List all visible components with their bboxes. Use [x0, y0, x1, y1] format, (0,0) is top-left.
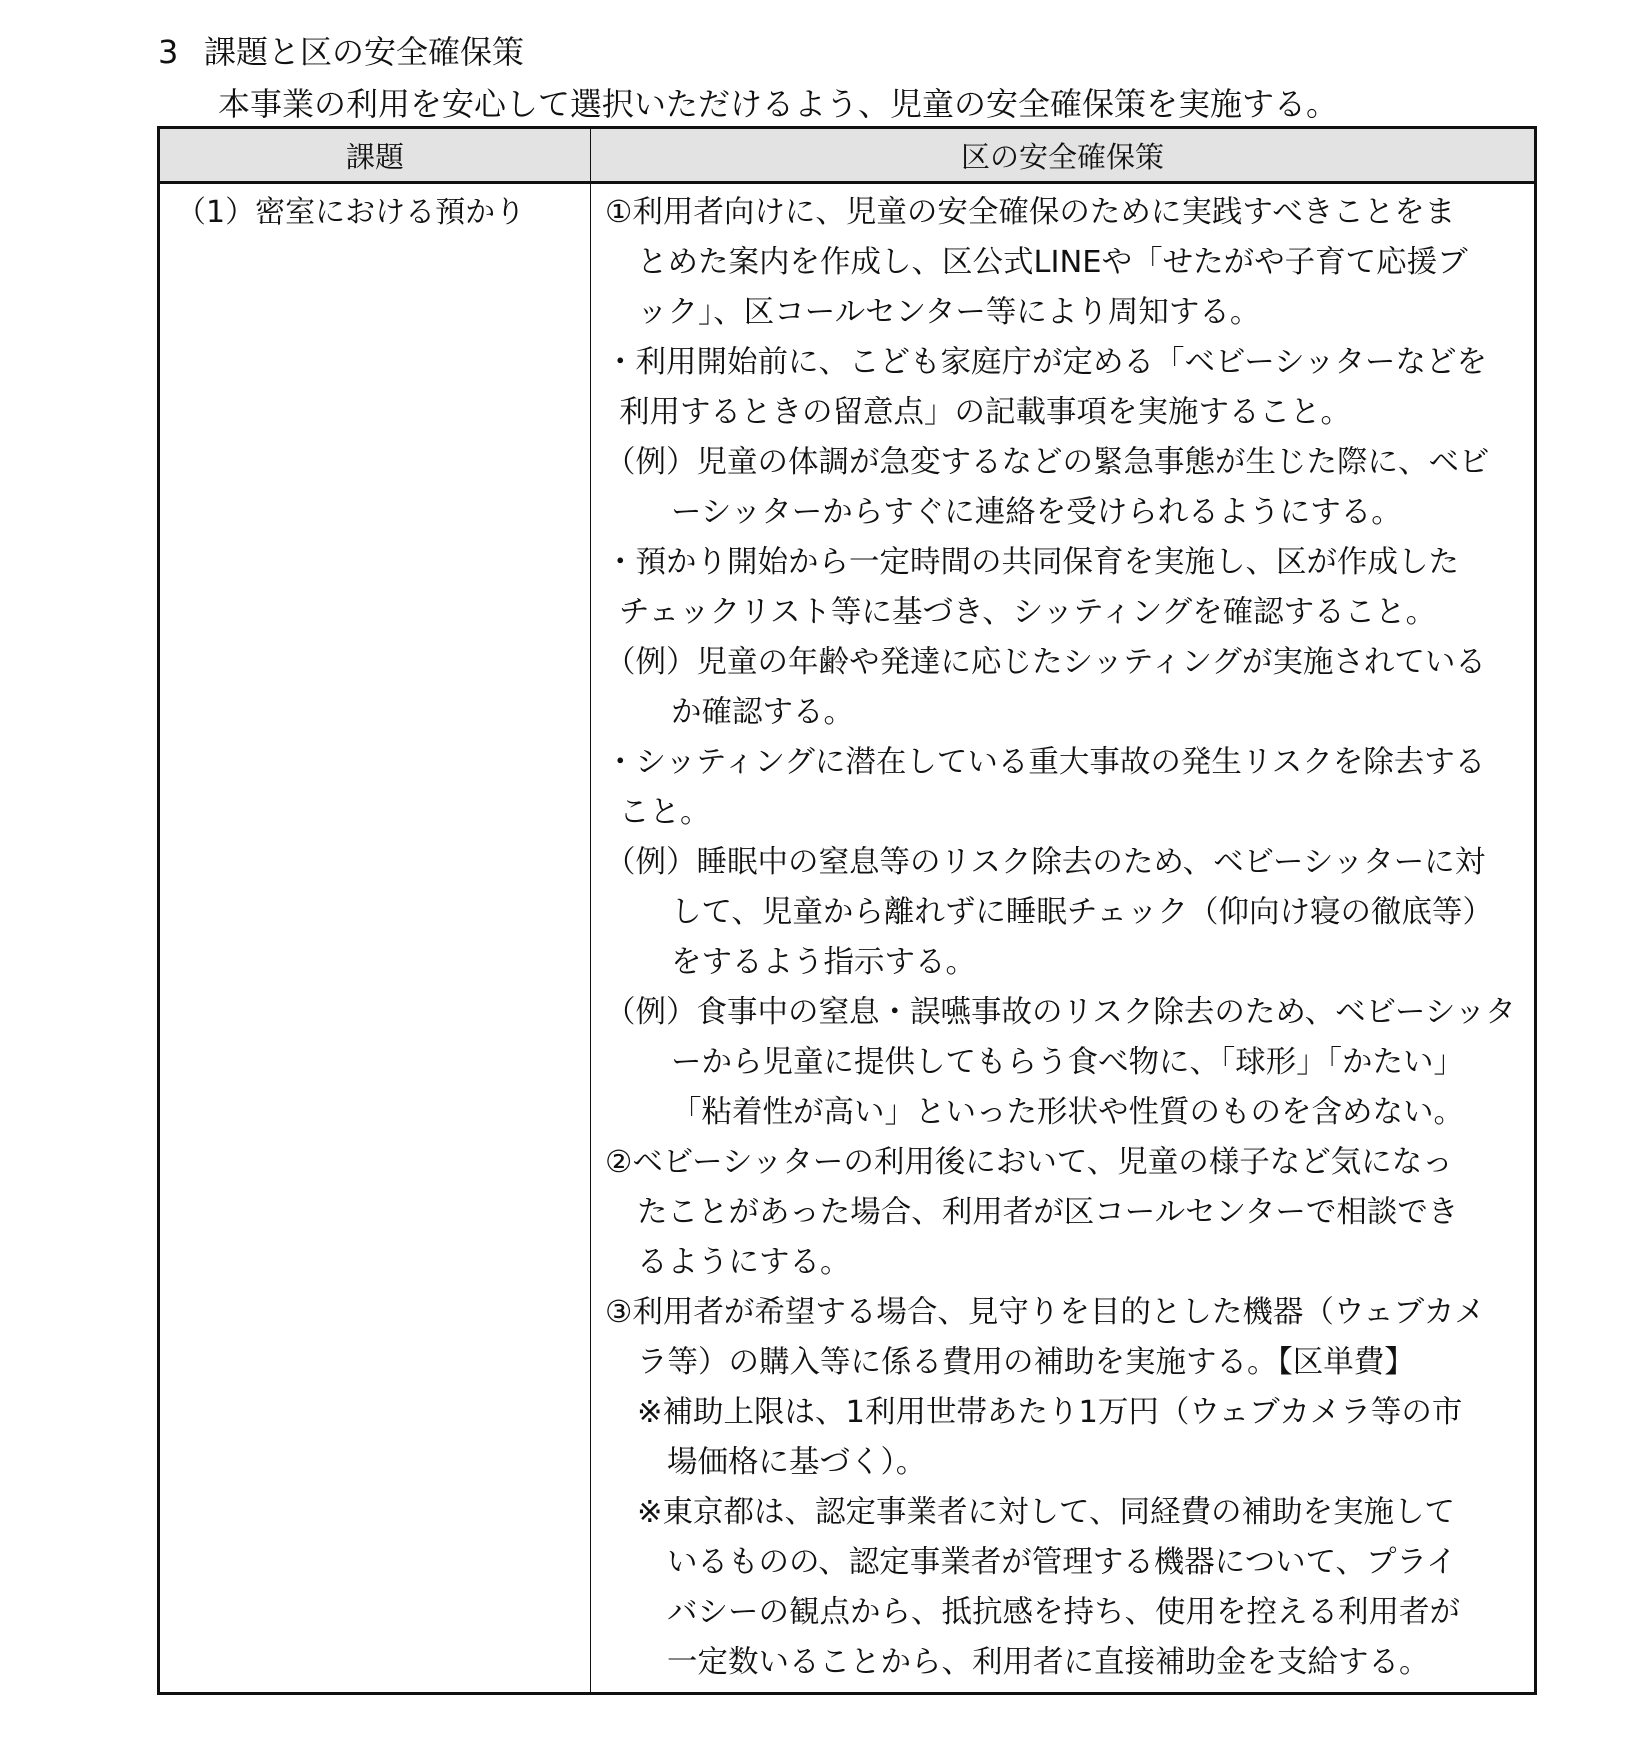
measure-line: いるものの、認定事業者が管理する機器について、プライ [667, 1545, 1457, 1580]
section-title-text: 課題と区の安全確保策 [204, 33, 525, 71]
measures-list [591, 184, 1534, 1688]
measure-line: して、児童から離れずに睡眠チェック（仰向け寝の徹底等） [671, 895, 1493, 930]
measure-line: ック」、区コールセンター等により周知する。 [637, 295, 1261, 330]
measure-line: （例）睡眠中の窒息等のリスク除去のため、ベビーシッターに対 [605, 845, 1486, 880]
measure-line: ーから児童に提供してもらう食べ物に、「球形」「かたい」 [671, 1045, 1464, 1080]
measure-line: をするよう指示する。 [671, 945, 976, 980]
measure-line: とめた案内を作成し、区公式LINEや「せたがや子育て応援ブ [637, 245, 1468, 280]
measure-line: ・預かり開始から一定時間の共同保育を実施し、区が作成した [605, 545, 1459, 580]
measure-line: ①利用者向けに、児童の安全確保のために実践すべきことをま [605, 195, 1456, 230]
measure-line: るようにする。 [637, 1245, 851, 1280]
measure-line: ③利用者が希望する場合、見守りを目的とした機器（ウェブカメ [605, 1295, 1485, 1330]
measure-line: 利用するときの留意点」の記載事項を実施すること。 [619, 395, 1351, 430]
measure-line: か確認する。 [671, 695, 854, 730]
measure-line: （例）食事中の窒息・誤嚥事故のリスク除去のため、ベビーシッタ [605, 995, 1516, 1030]
measure-line: こと。 [619, 795, 711, 830]
measure-line: ーシッターからすぐに連絡を受けられるようにする。 [671, 495, 1402, 530]
measure-line: 一定数いることから、利用者に直接補助金を支給する。 [667, 1645, 1430, 1680]
measure-line: （例）児童の体調が急変するなどの緊急事態が生じた際に、ベビ [605, 445, 1490, 480]
section-title [158, 28, 524, 76]
measure-line: 場価格に基づく）。 [667, 1445, 927, 1480]
issue-cell [159, 183, 591, 1694]
section-number: 3 [158, 33, 179, 71]
header-measures: 区の安全確保策 [591, 128, 1536, 183]
safety-measures-table [157, 126, 1537, 1695]
table-header-row [159, 128, 1536, 183]
measure-line: （例）児童の年齢や発達に応じたシッティングが実施されている [605, 645, 1486, 680]
table-row [159, 183, 1536, 1694]
header-issue: 課題 [159, 128, 591, 183]
measure-line: チェックリスト等に基づき、シッティングを確認すること。 [619, 595, 1437, 630]
measure-line: たことがあった場合、利用者が区コールセンターで相談でき [637, 1195, 1459, 1230]
measure-line: ・利用開始前に、こども家庭庁が定める「ベビーシッターなどを [605, 345, 1488, 380]
section-intro: 本事業の利用を安心して選択いただけるよう、児童の安全確保策を実施する。 [218, 85, 1339, 123]
measure-line: ※東京都は、認定事業者に対して、同経費の補助を実施して [637, 1495, 1455, 1530]
issue-text: （1）密室における預かり [176, 195, 526, 230]
measure-line: 「粘着性が高い」といった形状や性質のものを含めない。 [671, 1095, 1464, 1130]
measure-line: ②ベビーシッターの利用後において、児童の様子など気になっ [605, 1145, 1453, 1180]
measure-line: ラ等）の購入等に係る費用の補助を実施する。【区単費】 [637, 1345, 1415, 1380]
measure-line: バシーの観点から、抵抗感を持ち、使用を控える利用者が [667, 1595, 1460, 1630]
measure-line: ※補助上限は、1利用世帯あたり1万円（ウェブカメラ等の市 [637, 1395, 1463, 1430]
measures-cell [591, 183, 1536, 1694]
measure-line: ・シッティングに潜在している重大事故の発生リスクを除去する [605, 745, 1486, 780]
